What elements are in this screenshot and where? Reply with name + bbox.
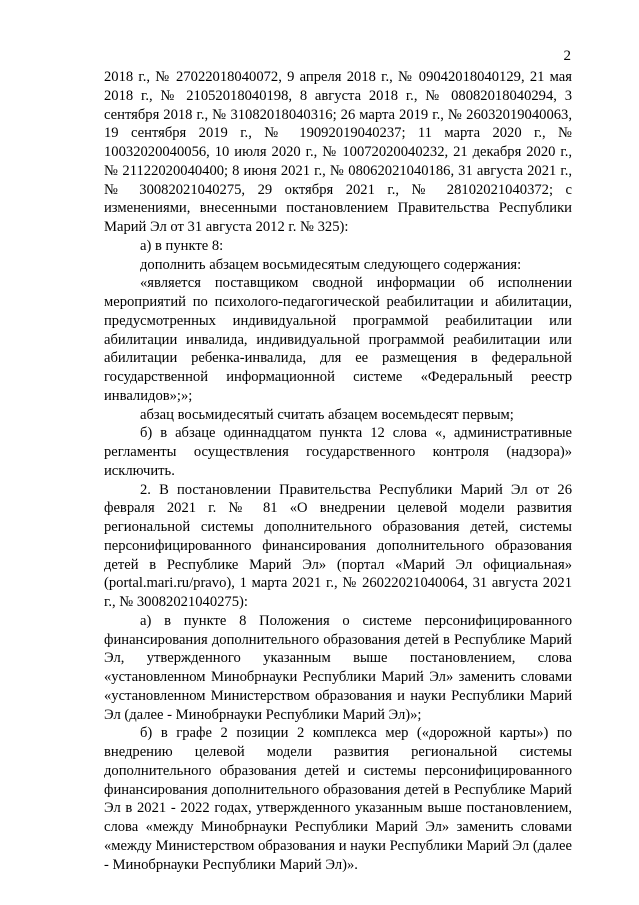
paragraph-renumber: абзац восьмидесятый считать абзацем восемьдесят первым; [140,406,514,423]
paragraph-section-2-item-b: б) в графе 2 позиции 2 комплекса мер («дорожной карты») по внедрению целевой модели развития региональной системы дополнительного образования детей и системы персонифицированного финансирования дополнительного образования детей в Республике Марий Эл в 2021 - 2022 годах, утвержденного указанным выше постановлением, слова «между Минобрнауки Республики Марий Эл» заменить словами «между Министерством образования и науки Республики Марий Эл (далее - Минобрнауки Республики Марий Эл)». [104,725,572,873]
document-body [104,68,572,874]
paragraph-add-clause: дополнить абзацем восьмидесятым следующего содержания: [140,256,522,273]
paragraph-item-a: а) в пункте 8: [140,237,224,254]
paragraph-quoted-text: «является поставщиком сводной информации об исполнении мероприятий по психолого-педагогической реабилитации и абилитации, предусмотренных индивидуальной программой реабилитации или абилитации инвалида, индивидуальной программой реабилитации или абилитации ребенка-инвалида, для ее размещения в федеральной государственной информационной системе «Федеральный реестр инвалидов»;»; [104,275,572,404]
paragraph-item-b: б) в абзаце одиннадцатом пункта 12 слова «, административные регламенты осуществления государственного контроля (надзора)» исключить. [104,425,572,479]
paragraph-section-2-item-a: а) в пункте 8 Положения о системе персонифицированного финансирования дополнительного образования детей в Республике Марий Эл, утвержденного указанным выше постановлением, слова «установленном Минобрнауки Республики Марий Эл» заменить словами «установленном Министерством образования и науки Республики Марий Эл (далее - Минобрнауки Республики Марий Эл)»; [104,612,572,723]
paragraph-continuation: 2018 г., № 27022018040072, 9 апреля 2018 г., № 09042018040129, 21 мая 2018 г., № 21052018040198, 8 августа 2018 г., № 08082018040294, 3 сентября 2018 г., № 31082018040316; 26 марта 2019 г., № 26032019040063, 19 сентября 2019 г., № 19092019040237; 11 марта 2020 г., № 10032020040056, 10 июля 2020 г., № 10072020040232, 21 декабря 2020 г., № 21122020040400; 8 июня 2021 г., № 08062021040186, 31 августа 2021 г., № 30082021040275, 29 октября 2021 г., № 28102021040372; с изменениями, внесенными постановлением Правительства Республики Марий Эл от 31 августа 2012 г. № 325): [104,69,572,235]
page-number: 2 [563,48,571,64]
paragraph-section-2: 2. В постановлении Правительства Республики Марий Эл от 26 февраля 2021 г. № 81 «О внедрении целевой модели развития региональной системы дополнительного образования детей, системы персонифицированного финансирования дополнительного образования детей в Республике Марий Эл» (портал «Марий Эл официальная» (portal.mari.ru/pravo), 1 марта 2021 г., № 26022021040064, 31 августа 2021 г., № 30082021040275): [104,481,572,610]
